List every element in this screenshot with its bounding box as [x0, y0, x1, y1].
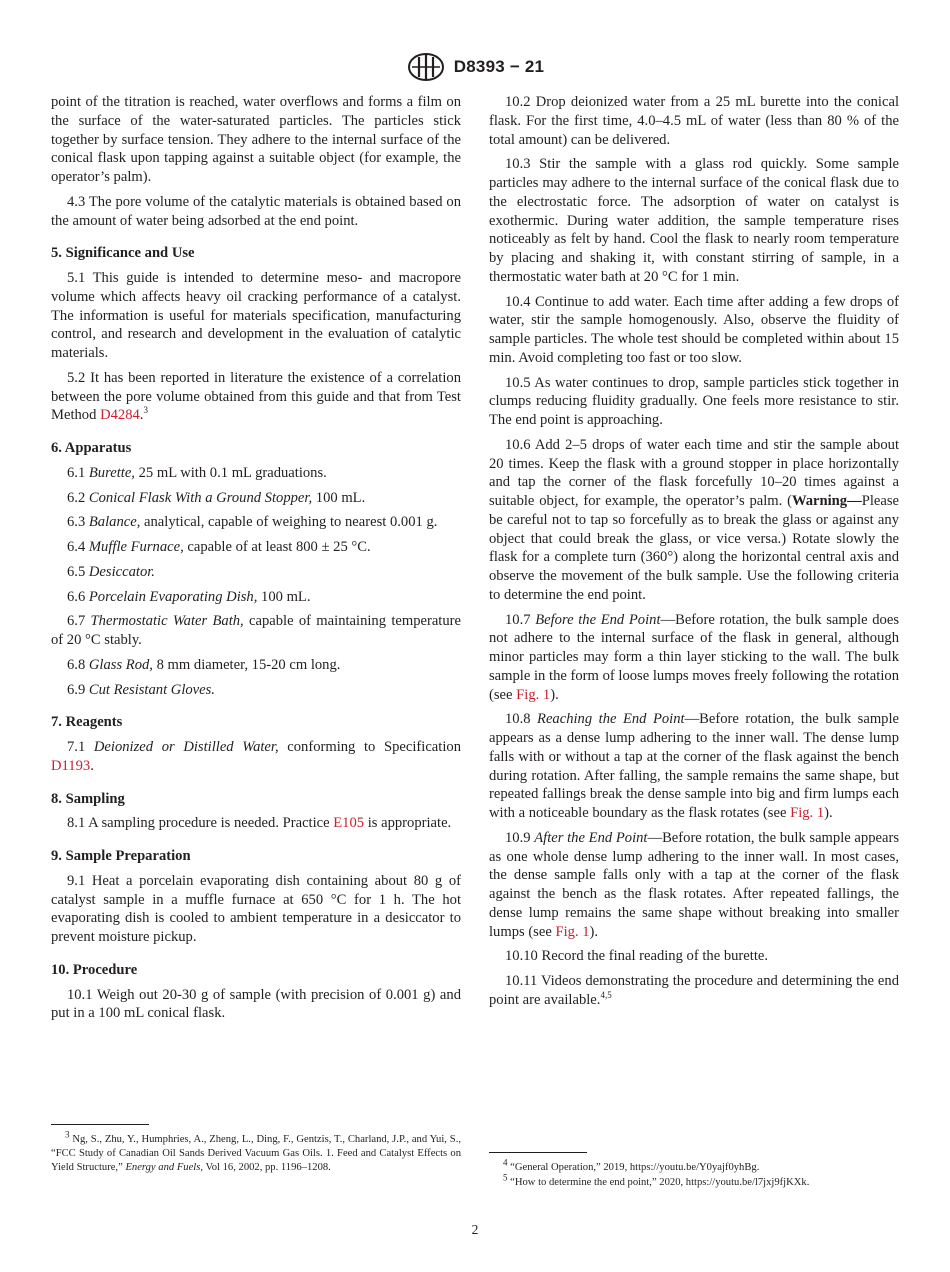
- section-8-heading: 8. Sampling: [51, 790, 125, 807]
- paragraph-10-5: 10.5 As water continues to drop, sample particles stick together in clumps reducing fluidity gradually. One feels more resistance to stir. The end point is approaching.: [489, 374, 899, 428]
- footnote-5: $^5$ “How to determine the end point,” 2020, https://youtu.be/l7jxj9fjKXk.: [503, 1172, 810, 1188]
- standard-designation: D8393 − 21: [453, 57, 545, 76]
- section-7-heading: 7. Reagents: [51, 714, 123, 731]
- paragraph-10-7: 10.7 Before the End Point—Before rotation, the bulk sample does not adhere to the internal surface of the flask in general, although minor particles may form a thin layer sticking to the wall. The bulk sample in the form of loose lumps moves freely following the rotation (see Fig. 1).: [489, 611, 899, 703]
- paragraph-10-2: 10.2 Drop deionized water from a 25 mL burette into the conical flask. For the first time, 4.0–4.5 mL of water (less than 80 % of the total amount) can be delivered.: [489, 94, 899, 148]
- paragraph-10-4: 10.4 Continue to add water. Each time after adding a few drops of water, stir the sample homogenously. Also, observe the fluidity of sample particles. The whole test should be completed within about 15 min. Avoid completing too fast or too slow.: [489, 293, 899, 366]
- footnote-ref-4-5: 4,5: [600, 989, 612, 1000]
- link-d4284[interactable]: D4284: [100, 407, 140, 424]
- footnote-3: $^3$ Ng, S., Zhu, Y., Humphries, A., Zheng, L., Ding, F., Gentzis, T., Charland, J.P., and Yui, S., “FCC Study of Canadian Oil Sands Derived Vacuum Gas Oils. 1. Feed and Catalyst Effects on Yield Structure,” Energy and Fuels, Vol 16, 2002, pp. 1196–1208.: [51, 1129, 461, 1173]
- link-d1193[interactable]: D1193: [51, 757, 91, 774]
- apparatus-item: 6.6 Porcelain Evaporating Dish, 100 mL.: [67, 588, 311, 605]
- paragraph-5-2: 5.2 It has been reported in literature the existence of a correlation between the pore volume obtained from this guide and that from Test Method D4284.$^3$: [51, 369, 461, 424]
- apparatus-item: 6.1 Burette, 25 mL with 0.1 mL graduations.: [67, 464, 327, 481]
- paragraph-10-1: 10.1 Weigh out 20-30 g of sample (with precision of 0.001 g) and put in a 100 mL conical flask.: [51, 986, 461, 1022]
- link-fig-1[interactable]: Fig. 1: [516, 686, 551, 703]
- paragraph-8-1: 8.1 A sampling procedure is needed. Practice E105 is appropriate.: [67, 815, 452, 832]
- paragraph-5-1: 5.1 This guide is intended to determine meso- and macropore volume which affects heavy oil cracking performance of a catalyst. The information is useful for materials specification, manufacturing control, and research and development in the evaluation of catalytic materials.: [51, 270, 461, 361]
- paragraph-9-1: 9.1 Heat a porcelain evaporating dish containing about 80 g of catalyst sample in a muffle furnace at 650 °C for 1 h. The hot evaporating dish is cooled to ambient temperature in a desiccator to prevent moisture pickup.: [51, 872, 461, 945]
- apparatus-item: 6.4 Muffle Furnace, capable of at least 800 ± 25 °C.: [67, 539, 371, 555]
- link-fig-1[interactable]: Fig. 1: [790, 805, 825, 821]
- apparatus-item: 6.3 Balance, analytical, capable of weighing to nearest 0.001 g.: [67, 514, 438, 531]
- page-number: 2: [471, 1222, 479, 1237]
- footnote-4: $^4$ “General Operation,” 2019, https://youtu.be/Y0yajf0yhBg.: [503, 1157, 760, 1173]
- paragraph-4-3: 4.3 The pore volume of the catalytic materials is obtained based on the amount of water being adsorbed at the end point.: [51, 193, 461, 229]
- link-fig-1[interactable]: Fig. 1: [555, 923, 590, 940]
- apparatus-item: 6.9 Cut Resistant Gloves.: [67, 681, 215, 698]
- paragraph-4-2-continued: point of the titration is reached, water overflows and forms a film on the surface of the water-saturated particles. The particles stick together by surface tension. They adhere to the internal surface of the conical flask upon tapping against a suitable object (for example, the operator’s palm).: [51, 94, 461, 185]
- page-header: [0, 52, 950, 84]
- apparatus-item: 6.8 Glass Rod, 8 mm diameter, 15-20 cm long.: [67, 656, 341, 673]
- paragraph-10-10: 10.10 Record the final reading of the burette.: [505, 948, 769, 965]
- footnotes-left: [51, 1129, 461, 1176]
- paragraph-10-9: 10.9 After the End Point—Before rotation, the bulk sample appears as one whole dense lump adhering to the inner wall. In most cases, the dense sample falls only with a tap at the corner of the flask against the bench as the flask rotates. After repeated fallings, the dense lump remains the same shape without breaking into smaller lumps (see Fig. 1).: [489, 829, 899, 940]
- left-column: [51, 93, 461, 1029]
- apparatus-item: 6.7 Thermostatic Water Bath, capable of maintaining temperature of 20 °C stably.: [51, 613, 461, 648]
- paragraph-10-11: 10.11 Videos demonstrating the procedure and determining the end point are available.$^{4,5}$: [489, 973, 899, 1008]
- footnotes-right: [489, 1157, 899, 1191]
- paragraph-10-8: 10.8 Reaching the End Point—Before rotation, the bulk sample appears as a dense lump adhering to the inner wall. The dense lump falls with or without a tap at the corner of the flask against the bench during rotation. After falling, the sample remains the same shape, but repeated fallings break the dense sample into big and firm lumps each with a noticeable boundary as the flask rotates (see Fig. 1).: [489, 711, 899, 821]
- link-e105[interactable]: E105: [333, 815, 365, 832]
- apparatus-item: 6.5 Desiccator.: [67, 563, 155, 580]
- footnote-rule-right: [489, 1152, 587, 1153]
- apparatus-list: [51, 464, 461, 700]
- warning-label: Warning—: [791, 493, 862, 509]
- apparatus-item: 6.2 Conical Flask With a Ground Stopper, 100 mL.: [67, 489, 366, 506]
- right-column: [489, 93, 899, 1016]
- section-5-heading: 5. Significance and Use: [51, 245, 195, 262]
- paragraph-10-6: 10.6 Add 2–5 drops of water each time and stir the sample about 20 times. Keep the flask with a ground stopper in place horizontally and tap the corner of the flask forcefully 10–20 times against a suitable object, for example, the operator’s palm. (Warning—Please be careful not to tap so forcefully as to break the glass or against any object that could break the glass, or vice versa.) Rotate slowly the flask for a complete turn (360°) along the horizontal central axis and observe the movement of the bulk sample. Use the following criteria to determine the end point.: [489, 436, 899, 603]
- section-10-heading: 10. Procedure: [51, 961, 138, 978]
- section-9-heading: 9. Sample Preparation: [51, 848, 191, 864]
- paragraph-7-1: 7.1 Deionized or Distilled Water, conforming to Specification D1193.: [51, 739, 461, 774]
- section-6-heading: 6. Apparatus: [51, 440, 132, 456]
- paragraph-10-3: 10.3 Stir the sample with a glass rod quickly. Some sample particles may adhere to the internal surface of the conical flask due to the electrostatic force. The adsorption of water on catalyst is exothermic. During water addition, the sample temperature rises noticeably as felt by hand. Cool the flask to nearly room temperature by placing and shaking it, with constant stirring of sample, in a thermostatic water bath at 20 °C for 1 min.: [489, 156, 899, 285]
- footnote-rule-left: [51, 1124, 149, 1125]
- footnote-ref-3: 3: [143, 405, 148, 416]
- astm-logo-icon: [406, 52, 446, 82]
